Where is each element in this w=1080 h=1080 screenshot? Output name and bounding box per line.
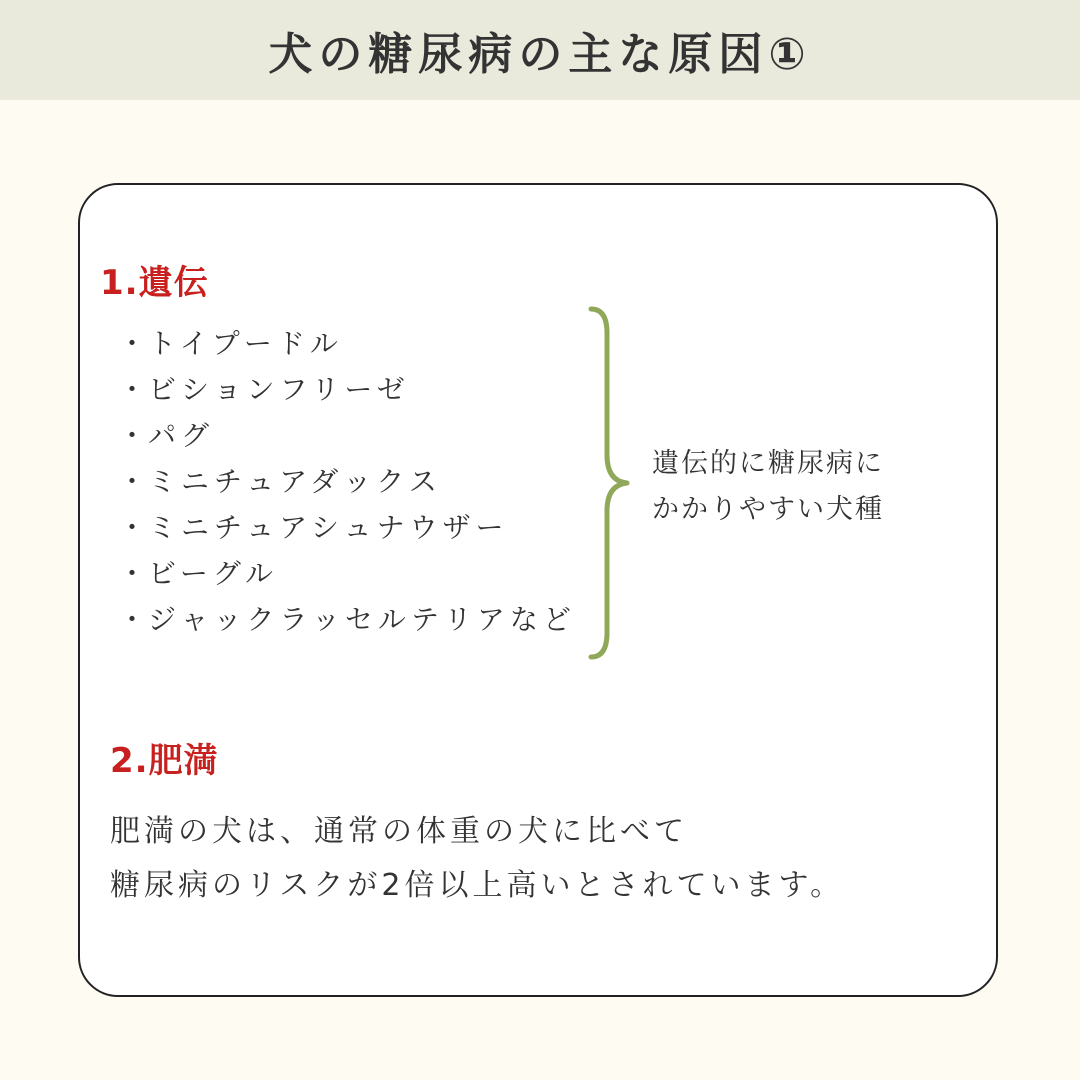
section-genetics-title: 1.遺伝 <box>100 263 209 303</box>
breed-name: ビーグル <box>148 557 279 590</box>
bullet-icon: ・ <box>118 557 152 590</box>
list-item <box>118 321 576 367</box>
list-item <box>118 367 576 413</box>
bullet-icon: ・ <box>118 511 152 544</box>
breed-list <box>118 321 576 643</box>
breed-name: ミニチュアダックス <box>148 465 442 498</box>
content-card <box>78 183 998 997</box>
breed-name: トイプードル <box>148 327 343 360</box>
obesity-line1: 肥満の犬は、通常の体重の犬に比べて <box>110 814 688 849</box>
obesity-line2: 糖尿病のリスクが2倍以上高いとされています。 <box>110 868 845 903</box>
list-item <box>118 459 576 505</box>
bullet-icon: ・ <box>118 373 152 406</box>
genetic-note-line1: 遺伝的に糖尿病に <box>652 448 884 479</box>
genetic-note-line2: かかりやすい犬種 <box>652 494 884 525</box>
bullet-icon: ・ <box>118 327 152 360</box>
breed-name: ビションフリーゼ <box>148 373 410 406</box>
curly-brace-icon <box>585 305 635 661</box>
list-item <box>118 597 576 643</box>
breed-name: ミニチュアシュナウザー <box>148 511 509 544</box>
bullet-icon: ・ <box>118 603 152 636</box>
list-item <box>118 413 576 459</box>
obesity-description <box>110 805 844 913</box>
bullet-icon: ・ <box>118 465 152 498</box>
page-title: 犬の糖尿病の主な原因① <box>268 29 812 80</box>
breed-name: パグ <box>148 419 215 452</box>
breed-name: ジャックラッセルテリアなど <box>148 603 576 636</box>
list-item <box>118 551 576 597</box>
section-obesity-title: 2.肥満 <box>110 741 219 781</box>
genetic-note <box>652 441 884 533</box>
bullet-icon: ・ <box>118 419 152 452</box>
list-item <box>118 505 576 551</box>
header-bar <box>0 0 1080 100</box>
